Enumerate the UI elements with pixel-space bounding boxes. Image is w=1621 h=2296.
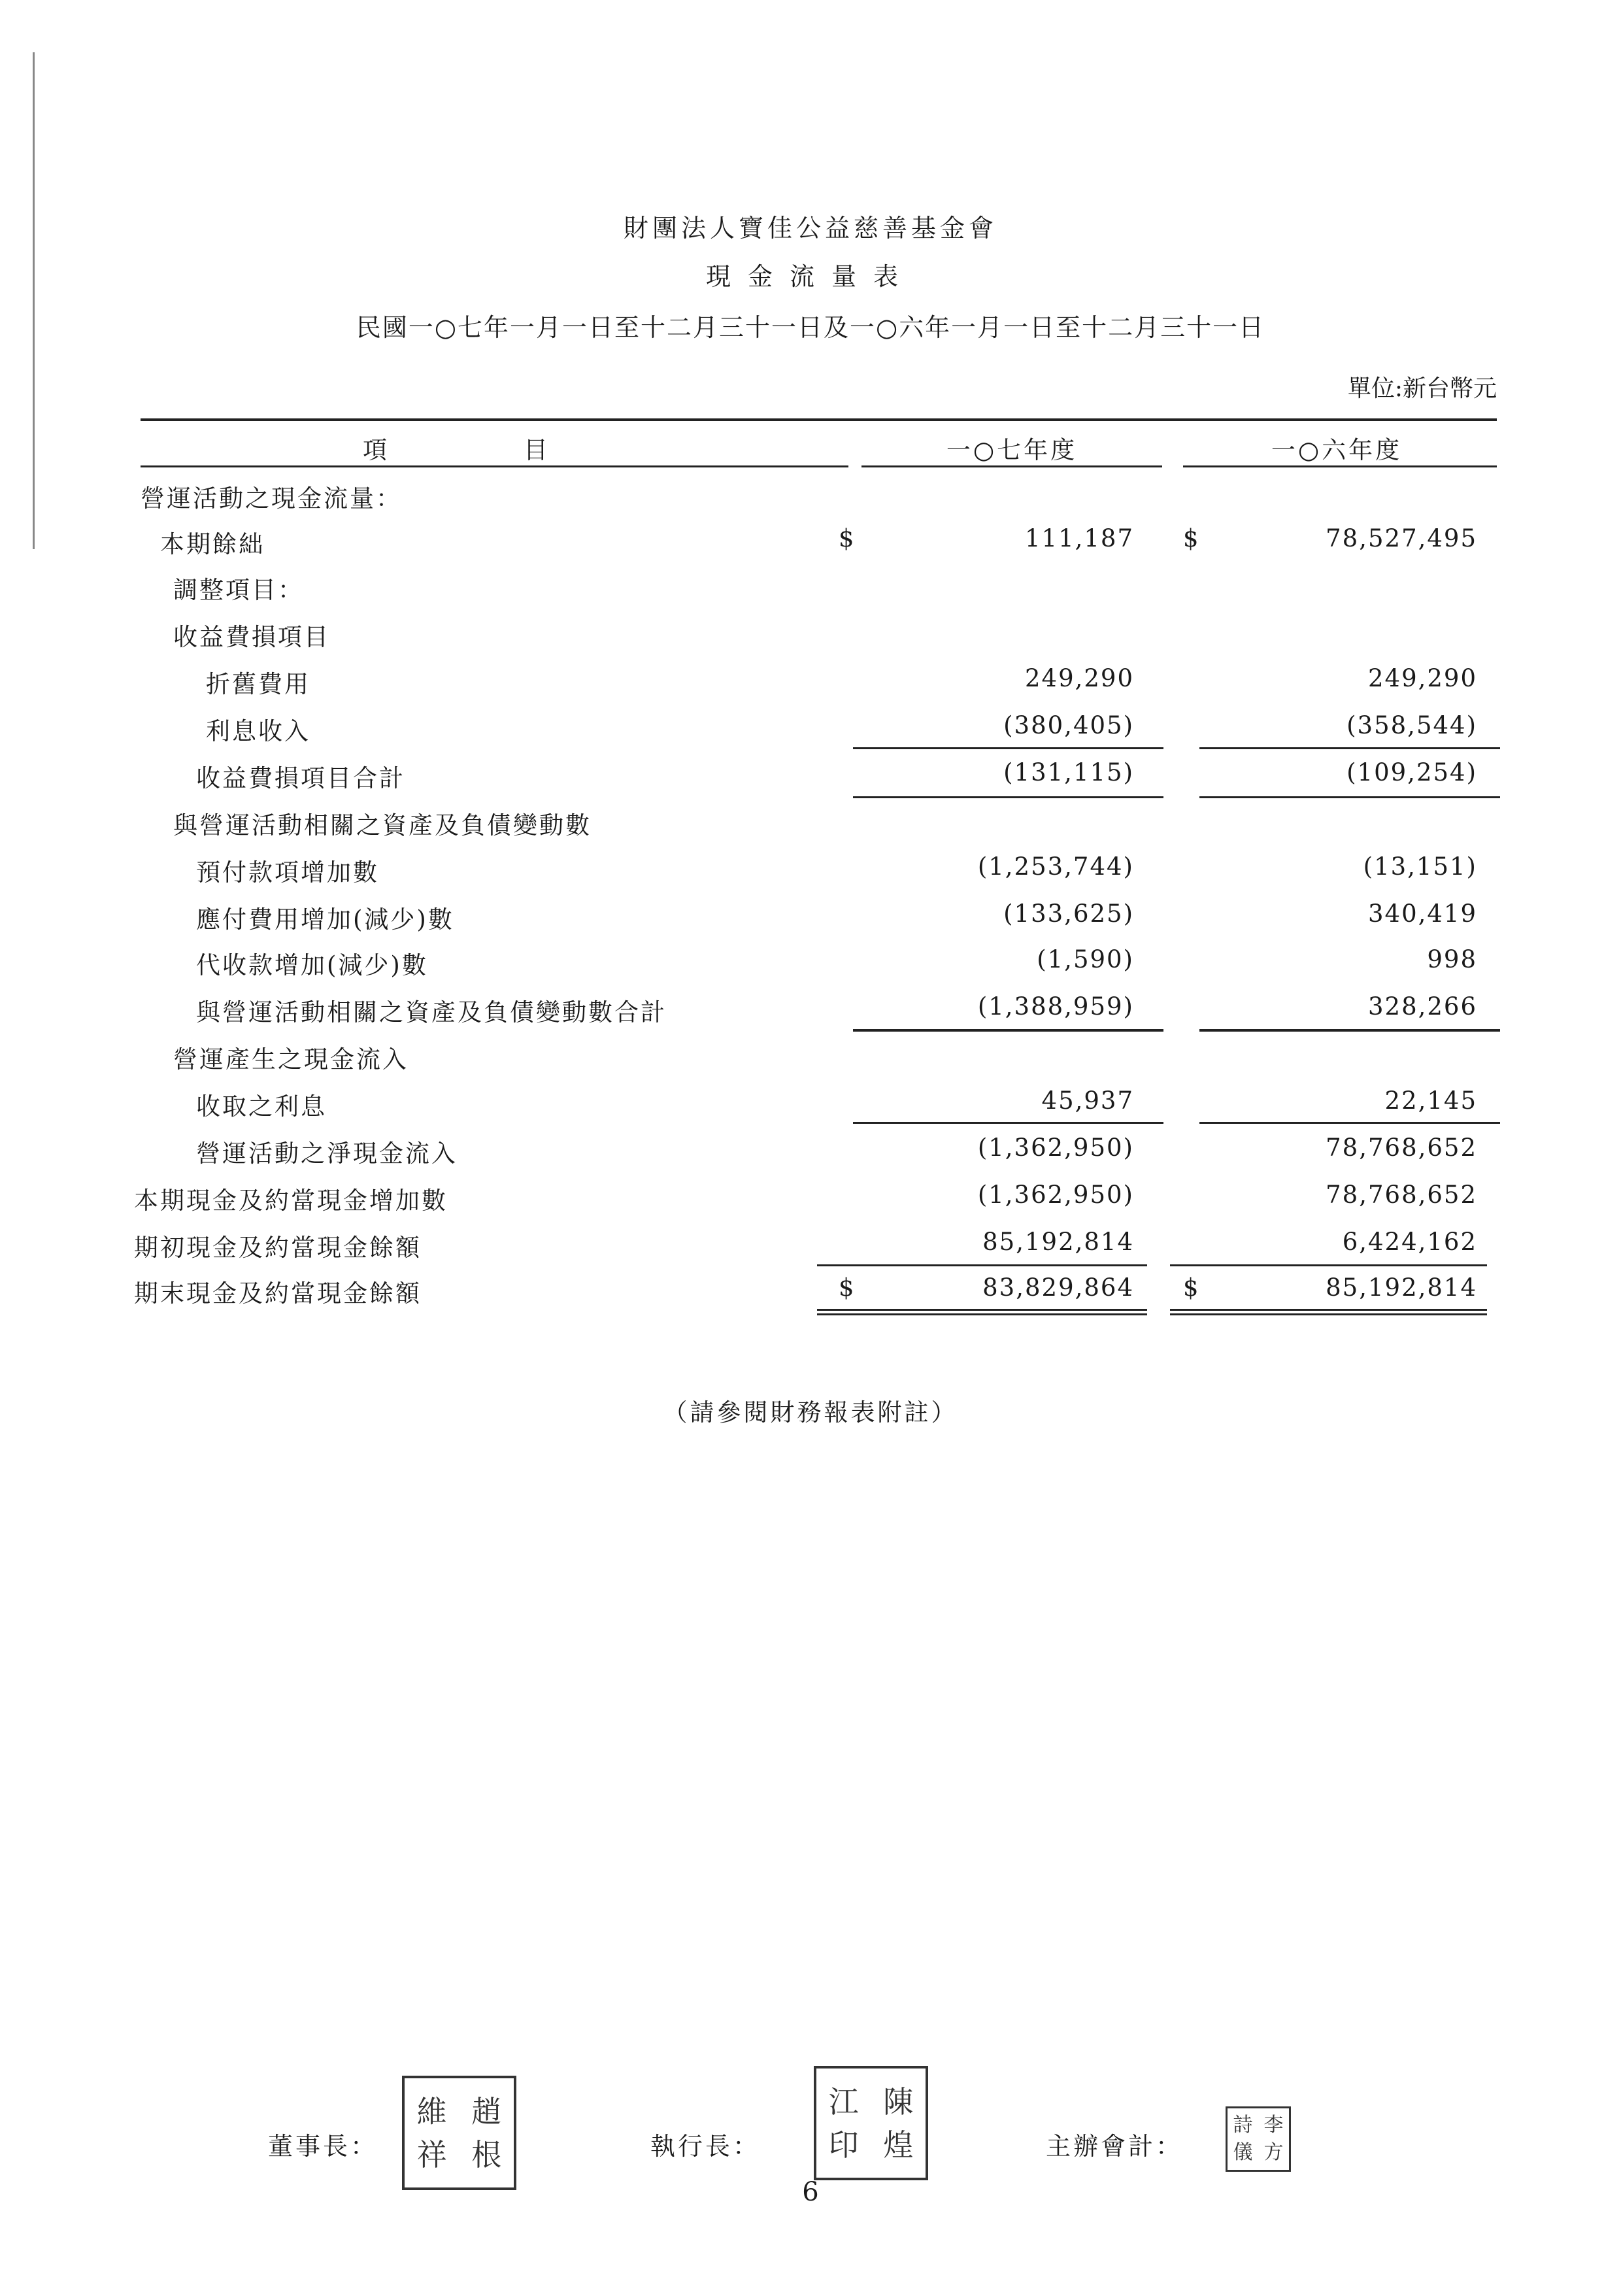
seal-char: 煌 xyxy=(883,2127,914,2163)
header-rule-107 xyxy=(861,465,1162,467)
column-header-item: 項 目 xyxy=(363,436,550,464)
value-106: (358,544) xyxy=(1346,711,1477,739)
line-ending-balance-label: 期末現金及約當現金餘額 xyxy=(134,1279,422,1308)
table-row xyxy=(0,1267,1621,1314)
table-row xyxy=(0,939,1621,986)
value-106: 22,145 xyxy=(1384,1087,1477,1115)
section-cash-generated-label: 營運產生之現金流入 xyxy=(173,1045,409,1073)
statement-title: 現金流量表 xyxy=(705,262,915,291)
subtotal-underline xyxy=(853,796,1163,798)
value-107: (133,625) xyxy=(1003,900,1134,928)
section-income-expense-label: 收益費損項目 xyxy=(173,623,330,651)
value-106: 328,266 xyxy=(1367,992,1477,1021)
value-106: 6,424,162 xyxy=(1342,1228,1477,1256)
section-asset-liability-label: 與營運活動相關之資產及負債變動數 xyxy=(173,811,592,839)
page-number: 6 xyxy=(802,2177,819,2207)
value-106: 78,768,652 xyxy=(1326,1181,1477,1209)
subtotal-rule xyxy=(1199,1122,1500,1124)
table-row xyxy=(0,518,1621,565)
line-net-surplus-label: 本期餘絀 xyxy=(160,530,265,558)
seal-char: 趙 xyxy=(471,2093,502,2129)
value-106: 78,768,652 xyxy=(1326,1134,1477,1162)
table-row xyxy=(0,1080,1621,1127)
line-interest-income-label: 利息收入 xyxy=(206,717,310,745)
subtotal-underline xyxy=(853,1029,1163,1031)
table-row xyxy=(0,1221,1621,1268)
table-row xyxy=(0,893,1621,940)
section-operating-label: 營運活動之現金流量： xyxy=(141,484,402,513)
table-row xyxy=(0,611,1621,658)
value-107: 85,192,814 xyxy=(982,1228,1134,1256)
header-rule-106 xyxy=(1183,465,1497,467)
footnote-reference: （請參閱財務報表附註） xyxy=(663,1398,958,1427)
column-header-107: 一○七年度 xyxy=(946,436,1078,464)
value-107: (380,405) xyxy=(1003,711,1134,739)
seal-char: 祥 xyxy=(416,2136,447,2172)
seal-char: 儀 xyxy=(1233,2141,1253,2164)
value-106: 78,527,495 xyxy=(1326,524,1477,552)
value-107: 111,187 xyxy=(1024,524,1134,552)
statement-period: 民國一○七年一月一日至十二月三十一日及一○六年一月一日至十二月三十一日 xyxy=(356,313,1265,342)
accountant-seal xyxy=(1226,2106,1291,2172)
value-107: (1,253,744) xyxy=(977,853,1134,881)
accountant-label: 主辦會計： xyxy=(1046,2132,1184,2161)
subtotal-rule xyxy=(853,747,1163,749)
section-adjustments-label: 調整項目： xyxy=(173,576,304,604)
table-row xyxy=(0,1174,1621,1221)
value-106-dollar: $ xyxy=(1183,524,1199,552)
seal-char: 陳 xyxy=(883,2084,914,2119)
value-106: 998 xyxy=(1427,945,1477,973)
value-107-dollar: $ xyxy=(839,524,854,552)
value-107: (131,115) xyxy=(1003,758,1134,786)
table-row xyxy=(0,986,1621,1033)
ending-double-rule xyxy=(817,1309,1147,1315)
value-107: (1,362,950) xyxy=(977,1134,1134,1162)
value-106: 249,290 xyxy=(1367,664,1477,692)
ending-double-rule xyxy=(1170,1309,1487,1315)
seal-char: 印 xyxy=(828,2127,859,2163)
table-row xyxy=(0,1033,1621,1080)
value-106: (109,254) xyxy=(1346,758,1477,786)
ceo-seal xyxy=(814,2066,928,2180)
table-row xyxy=(0,472,1621,519)
line-beginning-balance-label: 期初現金及約當現金餘額 xyxy=(134,1234,422,1262)
subtotal-asset-liability-label: 與營運活動相關之資產及負債變動數合計 xyxy=(196,998,667,1026)
table-row xyxy=(0,799,1621,846)
value-107: (1,388,959) xyxy=(977,992,1134,1021)
line-net-increase-label: 本期現金及約當現金增加數 xyxy=(134,1187,448,1215)
line-receipts-under-custody-label: 代收款增加(減少)數 xyxy=(196,951,428,979)
table-row xyxy=(0,1127,1621,1174)
table-row xyxy=(0,846,1621,893)
currency-unit: 單位:新台幣元 xyxy=(1347,375,1497,402)
ending-top-rule xyxy=(817,1264,1147,1266)
table-row xyxy=(0,658,1621,705)
total-operating-net-cash-label: 營運活動之淨現金流入 xyxy=(196,1140,458,1168)
value-107-dollar: $ xyxy=(839,1274,854,1302)
value-106: 340,419 xyxy=(1367,900,1477,928)
table-row xyxy=(0,564,1621,611)
subtotal-income-expense-label: 收益費損項目合計 xyxy=(196,764,405,792)
subtotal-rule xyxy=(853,1122,1163,1124)
value-107: 83,829,864 xyxy=(982,1274,1134,1302)
table-row xyxy=(0,752,1621,799)
column-header-106: 一○六年度 xyxy=(1271,436,1403,464)
line-depreciation-label: 折舊費用 xyxy=(206,670,310,698)
value-107: 249,290 xyxy=(1024,664,1134,692)
value-107: (1,362,950) xyxy=(977,1181,1134,1209)
value-107: 45,937 xyxy=(1041,1087,1134,1115)
org-name: 財團法人寶佳公益慈善基金會 xyxy=(623,214,997,243)
value-106: 85,192,814 xyxy=(1326,1274,1477,1302)
header-rule-item xyxy=(141,465,848,467)
table-top-rule xyxy=(141,418,1497,421)
seal-char: 方 xyxy=(1263,2141,1284,2164)
seal-char: 江 xyxy=(828,2084,859,2119)
subtotal-underline xyxy=(1199,796,1500,798)
chairman-seal xyxy=(402,2076,516,2190)
subtotal-underline xyxy=(1199,1029,1500,1031)
value-106: (13,151) xyxy=(1363,853,1477,881)
line-interest-received-label: 收取之利息 xyxy=(196,1092,327,1121)
line-accrued-expenses-label: 應付費用增加(減少)數 xyxy=(196,905,454,934)
seal-char: 維 xyxy=(416,2093,447,2129)
subtotal-rule xyxy=(1199,747,1500,749)
value-107: (1,590) xyxy=(1037,945,1134,973)
chairman-label: 董事長： xyxy=(268,2132,378,2161)
line-prepayments-label: 預付款項增加數 xyxy=(196,858,379,886)
ending-top-rule xyxy=(1170,1264,1487,1266)
seal-char: 詩 xyxy=(1233,2114,1253,2136)
ceo-label: 執行長： xyxy=(650,2132,761,2161)
seal-char: 李 xyxy=(1263,2114,1284,2136)
seal-char: 根 xyxy=(471,2136,502,2172)
value-106-dollar: $ xyxy=(1183,1274,1199,1302)
table-row xyxy=(0,705,1621,752)
